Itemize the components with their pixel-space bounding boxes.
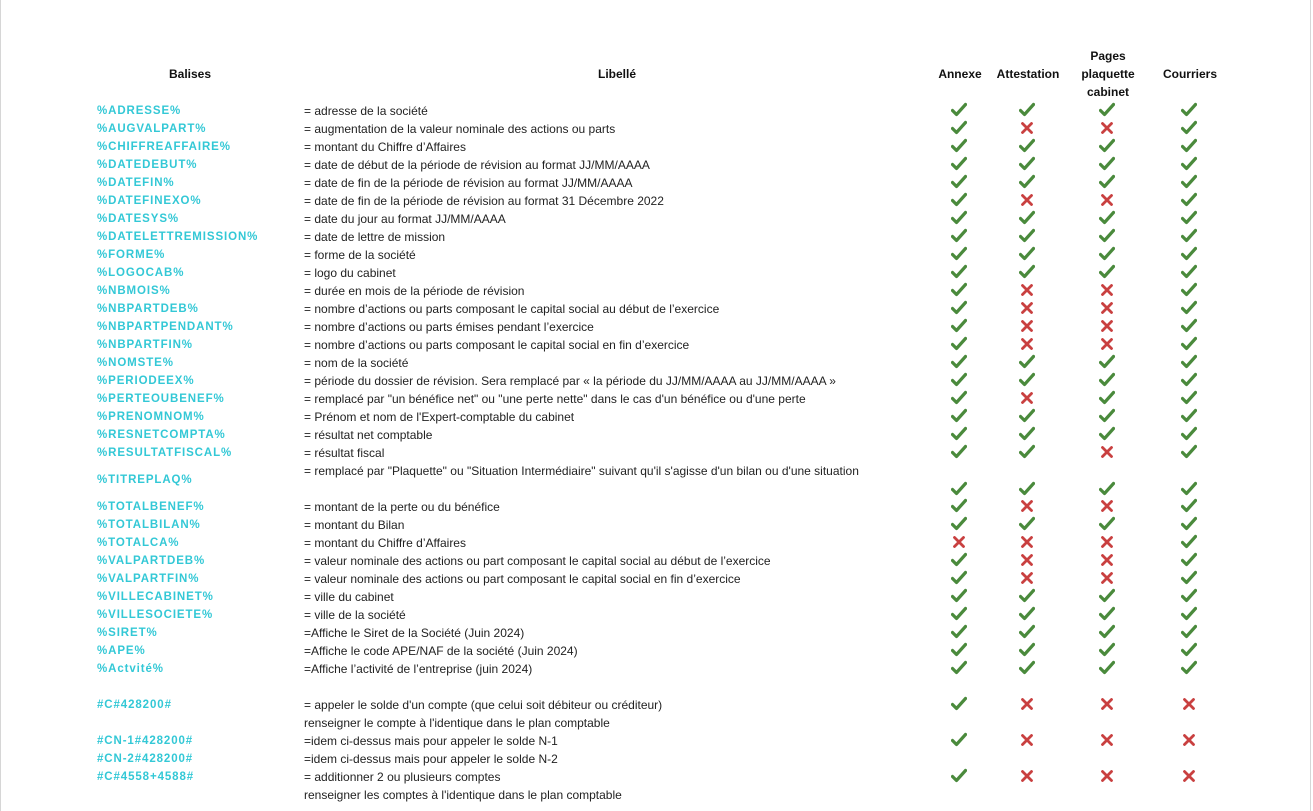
check-icon-courriers — [1181, 264, 1197, 280]
check-icon-annexe — [951, 228, 967, 244]
check-icon-courriers — [1181, 606, 1197, 622]
check-icon-courriers — [1181, 372, 1197, 388]
cross-icon-pages — [1099, 732, 1115, 748]
table-row — [0, 426, 1313, 444]
check-icon-annexe — [951, 318, 967, 334]
check-icon-pages — [1099, 228, 1115, 244]
check-icon-courriers — [1181, 516, 1197, 532]
check-icon-attestation — [1019, 408, 1035, 424]
cross-icon-pages — [1099, 336, 1115, 352]
table-row — [0, 786, 1313, 804]
cross-icon-pages — [1099, 318, 1115, 334]
libelle-text: = valeur nominale des actions ou part composant le capital social au début de l’exercice — [304, 554, 771, 568]
table-row — [0, 354, 1313, 372]
check-icon-pages — [1099, 516, 1115, 532]
check-icon-attestation — [1019, 426, 1035, 442]
header-balises: Balises — [168, 67, 212, 81]
balise-tag: %TOTALCA% — [97, 537, 180, 549]
check-icon-courriers — [1181, 408, 1197, 424]
check-icon-annexe — [951, 354, 967, 370]
header-libelle: Libellé — [597, 67, 636, 81]
check-icon-attestation — [1019, 246, 1035, 262]
table-row — [0, 390, 1313, 408]
table-row — [0, 768, 1313, 786]
cross-icon-pages — [1099, 444, 1115, 460]
check-icon-courriers — [1181, 642, 1197, 658]
header-courriers: Courriers — [1162, 67, 1218, 81]
balise-tag: %APE% — [97, 645, 146, 657]
cross-icon-pages — [1099, 192, 1115, 208]
check-icon-pages — [1099, 246, 1115, 262]
libelle-text: = date de début de la période de révision au format JJ/MM/AAAA — [304, 158, 650, 172]
check-icon-attestation — [1019, 264, 1035, 280]
balise-tag: %DATEFIN% — [97, 177, 175, 189]
balise-tag: %DATESYS% — [97, 213, 180, 225]
table-row — [0, 408, 1313, 426]
balise-tag: #CN-2#428200# — [97, 753, 194, 765]
table-row — [0, 246, 1313, 264]
check-icon-attestation — [1019, 516, 1035, 532]
table-row — [0, 624, 1313, 642]
cross-icon-attestation — [1019, 570, 1035, 586]
header-pages-plaquette-cabinet — [1070, 47, 1146, 101]
check-icon-courriers — [1181, 156, 1197, 172]
check-icon-pages — [1099, 264, 1115, 280]
check-icon-pages — [1099, 354, 1115, 370]
balise-tag: %TOTALBENEF% — [97, 501, 205, 513]
check-icon-annexe — [951, 174, 967, 190]
header-attestation: Attestation — [996, 67, 1060, 81]
balise-tag: #CN-1#428200# — [97, 735, 194, 747]
check-icon-pages — [1099, 606, 1115, 622]
balise-tag: %TOTALBILAN% — [97, 519, 201, 531]
libelle-text: =idem ci-dessus mais pour appeler le solde N-1 — [304, 734, 558, 748]
check-icon-courriers — [1181, 426, 1197, 442]
balise-tag: %NBMOIS% — [97, 285, 171, 297]
check-icon-attestation — [1019, 354, 1035, 370]
check-icon-annexe — [951, 624, 967, 640]
table-row — [0, 264, 1313, 282]
balise-tag: %DATEDEBUT% — [97, 159, 198, 171]
libelle-text: = date de fin de la période de révision au format 31 Décembre 2022 — [304, 194, 664, 208]
libelle-text: = valeur nominale des actions ou part composant le capital social en fin d’exercice — [304, 572, 741, 586]
table-row — [0, 750, 1313, 768]
table-row — [0, 210, 1313, 228]
check-icon-courriers — [1181, 120, 1197, 136]
check-icon-pages — [1099, 642, 1115, 658]
cross-icon-attestation — [1019, 498, 1035, 514]
check-icon-annexe — [951, 642, 967, 658]
balise-tag: #C#428200# — [97, 699, 172, 711]
header-annexe: Annexe — [938, 67, 982, 81]
check-icon-attestation — [1019, 606, 1035, 622]
table-row — [0, 588, 1313, 606]
libelle-text: =Affiche le code APE/NAF de la société (Juin 2024) — [304, 644, 578, 658]
cross-icon-attestation — [1019, 768, 1035, 784]
check-icon-annexe — [951, 426, 967, 442]
check-icon-pages — [1099, 660, 1115, 676]
check-icon-annexe — [951, 300, 967, 316]
cross-icon-attestation — [1019, 732, 1035, 748]
cross-icon-attestation — [1019, 300, 1035, 316]
table-row — [0, 660, 1313, 678]
libelle-text: renseigner le compte à l'identique dans le plan comptable — [304, 716, 610, 730]
check-icon-attestation — [1019, 228, 1035, 244]
balise-tag: %RESNETCOMPTA% — [97, 429, 226, 441]
libelle-text: = montant du Chiffre d’Affaires — [304, 536, 466, 550]
check-icon-annexe — [951, 552, 967, 568]
libelle-text: = montant du Bilan — [304, 518, 405, 532]
table-row — [0, 300, 1313, 318]
cross-icon-courriers — [1181, 732, 1197, 748]
check-icon-courriers — [1181, 174, 1197, 190]
libelle-text: renseigner les comptes à l'identique dans le plan comptable — [304, 788, 622, 802]
check-icon-courriers — [1181, 534, 1197, 550]
balise-tag: %PRENOMNOM% — [97, 411, 205, 423]
table-row — [0, 228, 1313, 246]
table-row — [0, 642, 1313, 660]
check-icon-annexe — [951, 192, 967, 208]
balise-tag: %SIRET% — [97, 627, 158, 639]
table-row — [0, 534, 1313, 552]
table-row — [0, 282, 1313, 300]
check-icon-courriers — [1181, 228, 1197, 244]
cross-icon-attestation — [1019, 120, 1035, 136]
libelle-text: =Affiche l’activité de l’entreprise (juin 2024) — [304, 662, 533, 676]
libelle-text: = nom de la société — [304, 356, 409, 370]
cross-icon-pages — [1099, 282, 1115, 298]
table-row — [0, 156, 1313, 174]
cross-icon-pages — [1099, 696, 1115, 712]
check-icon-annexe — [951, 768, 967, 784]
table-row — [0, 714, 1313, 732]
check-icon-pages — [1099, 426, 1115, 442]
check-icon-annexe — [951, 606, 967, 622]
libelle-text: =idem ci-dessus mais pour appeler le solde N-2 — [304, 752, 558, 766]
libelle-text: = ville du cabinet — [304, 590, 394, 604]
cross-icon-attestation — [1019, 192, 1035, 208]
cross-icon-pages — [1099, 498, 1115, 514]
cross-icon-attestation — [1019, 696, 1035, 712]
check-icon-annexe — [951, 138, 967, 154]
table-row — [0, 174, 1313, 192]
libelle-text: = forme de la société — [304, 248, 416, 262]
cross-icon-pages — [1099, 552, 1115, 568]
check-icon-annexe — [951, 336, 967, 352]
cross-icon-attestation — [1019, 336, 1035, 352]
check-icon-annexe — [951, 156, 967, 172]
header-pages-line3: cabinet — [1086, 85, 1129, 99]
check-icon-courriers — [1181, 660, 1197, 676]
check-icon-pages — [1099, 210, 1115, 226]
cross-icon-pages — [1099, 120, 1115, 136]
check-icon-attestation — [1019, 660, 1035, 676]
balise-tag: %DATEFINEXO% — [97, 195, 202, 207]
balise-tag: %NBPARTPENDANT% — [97, 321, 234, 333]
cross-icon-attestation — [1019, 534, 1035, 550]
check-icon-courriers — [1181, 354, 1197, 370]
check-icon-annexe — [951, 372, 967, 388]
check-icon-annexe — [951, 390, 967, 406]
table-row — [0, 696, 1313, 714]
check-icon-courriers — [1181, 444, 1197, 460]
balise-tag: %DATELETTREMISSION% — [97, 231, 259, 243]
libelle-text: = période du dossier de révision. Sera remplacé par « la période du JJ/MM/AAAA au JJ/MM/AAAA » — [304, 374, 836, 388]
check-icon-annexe — [951, 120, 967, 136]
table-row — [0, 318, 1313, 336]
check-icon-pages — [1099, 408, 1115, 424]
balise-tag: %NOMSTE% — [97, 357, 174, 369]
cross-icon-pages — [1099, 534, 1115, 550]
libelle-text: = adresse de la société — [304, 104, 428, 118]
libelle-text: = résultat fiscal — [304, 446, 385, 460]
balise-tag: #C#4558+4588# — [97, 771, 195, 783]
check-icon-pages — [1099, 102, 1115, 118]
balise-tag: %PERTEOUBENEF% — [97, 393, 225, 405]
check-icon-pages — [1099, 372, 1115, 388]
balise-tag: %LOGOCAB% — [97, 267, 185, 279]
check-icon-courriers — [1181, 192, 1197, 208]
libelle-text: = Prénom et nom de l'Expert-comptable du cabinet — [304, 410, 575, 424]
table-row — [0, 462, 1313, 498]
libelle-text: = date du jour au format JJ/MM/AAAA — [304, 212, 506, 226]
libelle-text: = durée en mois de la période de révision — [304, 284, 525, 298]
check-icon-annexe — [951, 570, 967, 586]
libelle-text: = nombre d’actions ou parts composant le capital social au début de l’exercice — [304, 302, 720, 316]
balise-tag: %TITREPLAQ% — [97, 474, 193, 486]
check-icon-annexe — [951, 282, 967, 298]
check-icon-annexe — [951, 516, 967, 532]
balise-tag: %RESULTATFISCAL% — [97, 447, 233, 459]
check-icon-attestation — [1019, 642, 1035, 658]
check-icon-annexe — [951, 102, 967, 118]
check-icon-courriers — [1181, 300, 1197, 316]
balise-tag: %VALPARTDEB% — [97, 555, 206, 567]
check-icon-pages — [1099, 138, 1115, 154]
check-icon-attestation — [1019, 102, 1035, 118]
table-row — [0, 192, 1313, 210]
libelle-text: = remplacé par "un bénéfice net" ou "une perte nette" dans le cas d'un bénéfice ou d'une perte — [304, 392, 806, 406]
check-icon-annexe — [951, 588, 967, 604]
check-icon-courriers — [1181, 570, 1197, 586]
balise-tag: %PERIODEEX% — [97, 375, 195, 387]
libelle-text: = montant de la perte ou du bénéfice — [304, 500, 500, 514]
cross-icon-annexe — [951, 534, 967, 550]
table-row — [0, 102, 1313, 120]
check-icon-pages — [1099, 390, 1115, 406]
balise-tag: %FORME% — [97, 249, 166, 261]
libelle-text: = nombre d’actions ou parts composant le capital social en fin d’exercice — [304, 338, 690, 352]
libelle-text: = nombre d’actions ou parts émises pendant l’exercice — [304, 320, 594, 334]
check-icon-annexe — [951, 264, 967, 280]
table-row — [0, 570, 1313, 588]
check-icon-courriers — [1181, 390, 1197, 406]
table-row — [0, 498, 1313, 516]
cross-icon-attestation — [1019, 390, 1035, 406]
check-icon-attestation — [1019, 210, 1035, 226]
libelle-text: = augmentation de la valeur nominale des actions ou parts — [304, 122, 616, 136]
table-row — [0, 138, 1313, 156]
check-icon-annexe — [951, 481, 967, 497]
check-icon-annexe — [951, 246, 967, 262]
cross-icon-attestation — [1019, 318, 1035, 334]
check-icon-pages — [1099, 588, 1115, 604]
check-icon-pages — [1099, 156, 1115, 172]
table-row — [0, 552, 1313, 570]
check-icon-attestation — [1019, 481, 1035, 497]
libelle-text: = montant du Chiffre d’Affaires — [304, 140, 466, 154]
table-row — [0, 732, 1313, 750]
check-icon-attestation — [1019, 444, 1035, 460]
check-icon-annexe — [951, 498, 967, 514]
check-icon-courriers — [1181, 624, 1197, 640]
check-icon-courriers — [1181, 210, 1197, 226]
libelle-text: = additionner 2 ou plusieurs comptes — [304, 770, 501, 784]
cross-icon-pages — [1099, 300, 1115, 316]
balise-tag: %VILLECABINET% — [97, 591, 214, 603]
table-row — [0, 678, 1313, 696]
balise-tag: %VALPARTFIN% — [97, 573, 200, 585]
check-icon-courriers — [1181, 588, 1197, 604]
check-icon-attestation — [1019, 624, 1035, 640]
check-icon-annexe — [951, 444, 967, 460]
check-icon-annexe — [951, 408, 967, 424]
check-icon-courriers — [1181, 336, 1197, 352]
libelle-text: = date de lettre de mission — [304, 230, 446, 244]
header-pages-line1: Pages — [1090, 49, 1126, 63]
check-icon-attestation — [1019, 372, 1035, 388]
cross-icon-courriers — [1181, 768, 1197, 784]
check-icon-annexe — [951, 210, 967, 226]
check-icon-courriers — [1181, 282, 1197, 298]
balise-tag: %ADRESSE% — [97, 105, 182, 117]
table-row — [0, 444, 1313, 462]
check-icon-courriers — [1181, 498, 1197, 514]
table-row — [0, 120, 1313, 138]
libelle-text: = appeler le solde d'un compte (que celui soit débiteur ou créditeur) — [304, 698, 663, 712]
balise-tag: %VILLESOCIETE% — [97, 609, 214, 621]
check-icon-annexe — [951, 732, 967, 748]
balise-tag: %NBPARTDEB% — [97, 303, 199, 315]
table-row — [0, 606, 1313, 624]
check-icon-courriers — [1181, 552, 1197, 568]
check-icon-attestation — [1019, 156, 1035, 172]
libelle-text: = remplacé par "Plaquette" ou "Situation Intermédiaire" suivant qu'il s'agisse d'un bilan ou d'une situation — [304, 464, 859, 478]
cross-icon-attestation — [1019, 552, 1035, 568]
cross-icon-pages — [1099, 768, 1115, 784]
libelle-text: =Affiche le Siret de la Société (Juin 2024) — [304, 626, 525, 640]
check-icon-attestation — [1019, 588, 1035, 604]
cross-icon-attestation — [1019, 282, 1035, 298]
check-icon-pages — [1099, 174, 1115, 190]
libelle-text: = résultat net comptable — [304, 428, 433, 442]
balise-tag: %AUGVALPART% — [97, 123, 207, 135]
check-icon-courriers — [1181, 102, 1197, 118]
libelle-text: = logo du cabinet — [304, 266, 396, 280]
check-icon-courriers — [1181, 246, 1197, 262]
table-row — [0, 336, 1313, 354]
check-icon-courriers — [1181, 481, 1197, 497]
header-pages-line2: plaquette — [1081, 67, 1135, 81]
balise-tag: %NBPARTFIN% — [97, 339, 193, 351]
libelle-text: = date de fin de la période de révision au format JJ/MM/AAAA — [304, 176, 633, 190]
balise-tag: %Actvité% — [97, 663, 164, 675]
check-icon-pages — [1099, 624, 1115, 640]
balise-tag: %CHIFFREAFFAIRE% — [97, 141, 231, 153]
check-icon-annexe — [951, 660, 967, 676]
cross-icon-courriers — [1181, 696, 1197, 712]
check-icon-attestation — [1019, 138, 1035, 154]
check-icon-courriers — [1181, 138, 1197, 154]
table-row — [0, 372, 1313, 390]
check-icon-pages — [1099, 481, 1115, 497]
check-icon-attestation — [1019, 174, 1035, 190]
check-icon-courriers — [1181, 318, 1197, 334]
libelle-text: = ville de la société — [304, 608, 406, 622]
cross-icon-pages — [1099, 570, 1115, 586]
check-icon-annexe — [951, 696, 967, 712]
table-row — [0, 516, 1313, 534]
